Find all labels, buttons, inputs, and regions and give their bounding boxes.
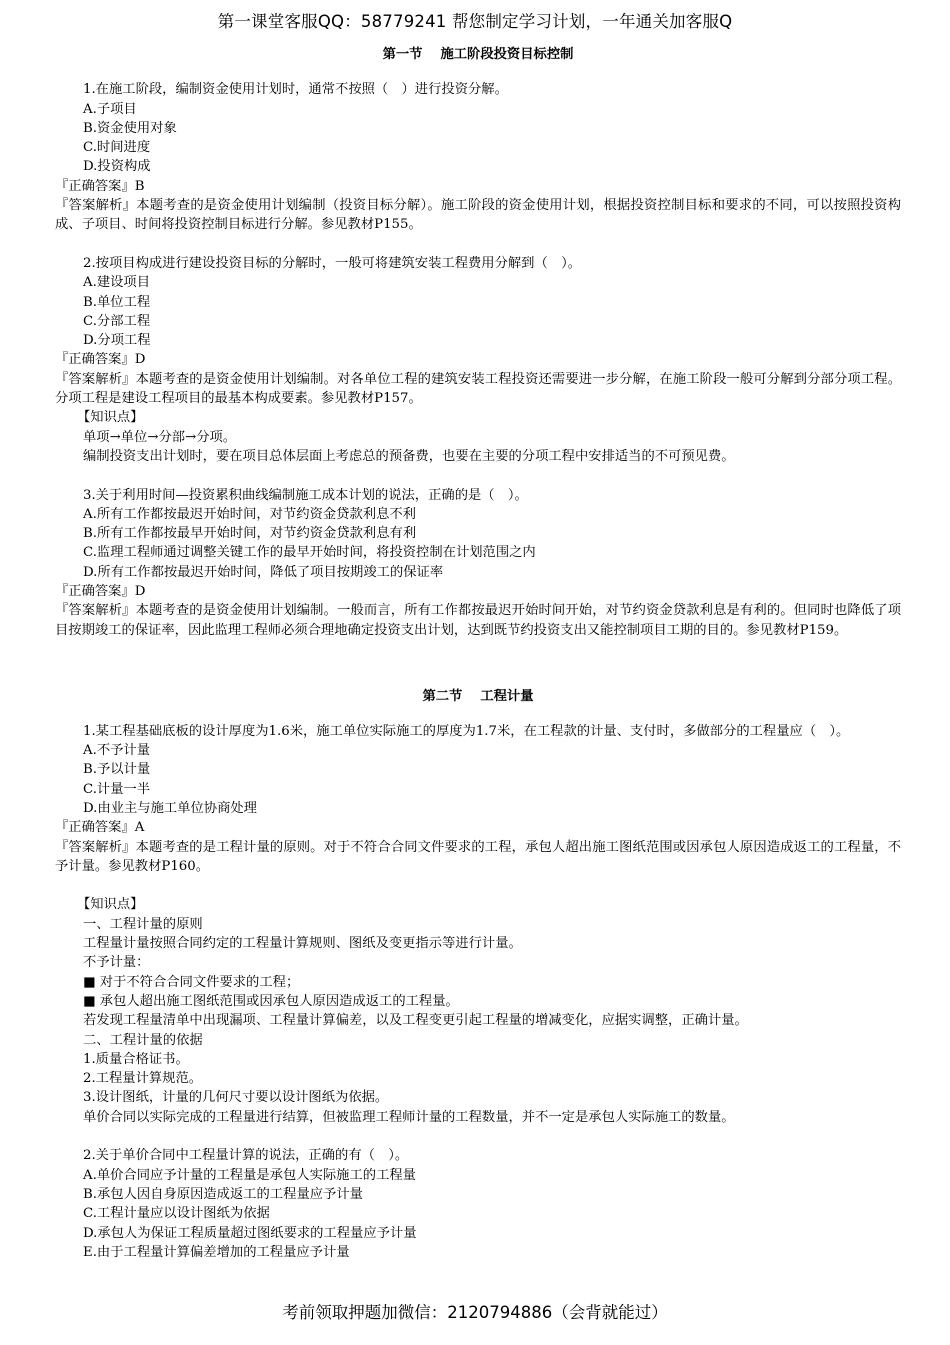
section-name: 工程计量	[480, 688, 534, 704]
knowledge-line: 2.工程量计算规范。	[83, 1071, 203, 1087]
correct-answer: 『正确答案』D	[55, 584, 146, 600]
option-b: B.资金使用对象	[83, 120, 177, 136]
option-a: A.子项目	[83, 101, 137, 117]
knowledge-line: 1.质量合格证书。	[83, 1051, 189, 1067]
question-stem: 1.在施工阶段，编制资金使用计划时，通常不按照（ ）进行投资分解。	[83, 82, 508, 98]
answer-analysis: 『答案解析』本题考查的是资金使用计划编制。对各单位工程的建筑安装工程投资还需要进一步分解，在施工阶段一般可分解到分部分项工程。分项工程是建设工程项目的最基本构成要素。参见教材P157。	[55, 371, 901, 407]
knowledge-line: 单项→单位→分部→分项。	[83, 429, 237, 445]
question-stem: 1.某工程基础底板的设计厚度为1.6米，施工单位实际施工的厚度为1.7米，在工程款的计量、支付时，多做部分的工程量应（ ）。	[83, 723, 850, 739]
answer-analysis: 『答案解析』本题考查的是资金使用计划编制（投资目标分解）。施工阶段的资金使用计划，根据投资控制目标和要求的不同，可以按照投资构成、子项目、时间将投资控制目标进行分解。参见教材P155。	[55, 198, 901, 233]
answer-analysis: 『答案解析』本题考查的是资金使用计划编制。一般而言，所有工作都按最迟开始时间开始，对节约资金贷款利息是有利的。但同时也降低了项目按期竣工的保证率，因此监理工程师必须合理地确定投资支出计划，达到既节约投资支出又能控制项目工期的目的。参见教材P159。	[55, 603, 901, 638]
option-b: B.单位工程	[83, 294, 151, 310]
correct-answer: 『正确答案』A	[55, 820, 145, 836]
option-c: C.监理工程师通过调整关键工作的最早开始时间，将投资控制在计划范围之内	[83, 545, 536, 561]
correct-answer: 『正确答案』B	[55, 178, 145, 194]
header-banner: 第一课堂客服QQ：58779241 帮您制定学习计划，一年通关加客服Q	[217, 12, 733, 31]
option-c: C.时间进度	[83, 140, 151, 156]
option-d: D.分项工程	[83, 333, 151, 349]
answer-analysis: 『答案解析』本题考查的是工程计量的原则。对于不符合合同文件要求的工程，承包人超出施工图纸范围或因承包人原因造成返工的工程量，不予计量。参见教材P160。	[55, 839, 901, 874]
knowledge-title: 【知识点】	[77, 410, 144, 426]
knowledge-line: 单价合同以实际完成的工程量进行结算，但被监理工程师计量的工程数量，并不一定是承包人实际施工的数量。	[83, 1109, 735, 1125]
question-stem: 2.关于单价合同中工程量计算的说法，正确的有（ ）。	[83, 1148, 409, 1164]
option-a: A.所有工作都按最迟开始时间，对节约资金贷款利息不利	[83, 506, 416, 522]
option-c: C.工程计量应以设计图纸为依据	[83, 1206, 270, 1222]
option-b: B.所有工作都按最早开始时间，对节约资金贷款利息有利	[83, 526, 417, 542]
knowledge-line: 二、工程计量的依据	[83, 1032, 203, 1048]
knowledge-title: 【知识点】	[77, 897, 144, 913]
section-name: 施工阶段投资目标控制	[440, 47, 574, 62]
knowledge-line: 编制投资支出计划时，要在项目总体层面上考虑总的预备费，也要在主要的分项工程中安排适当的不可预见费。	[83, 448, 735, 464]
section-title	[55, 45, 901, 64]
option-d: D.所有工作都按最迟开始时间，降低了项目按期竣工的保证率	[83, 564, 444, 580]
option-d: D.投资构成	[83, 159, 151, 175]
section-number: 第二节	[422, 688, 463, 704]
knowledge-line: ■ 对于不符合合同文件要求的工程；	[83, 974, 300, 990]
option-c: C.计量一半	[83, 781, 151, 797]
option-c: C.分部工程	[83, 313, 151, 329]
knowledge-line: 工程量计量按照合同约定的工程量计算规则、图纸及变更指示等进行计量。	[83, 936, 522, 952]
option-b: B.予以计量	[83, 762, 151, 778]
option-b: B.承包人因自身原因造成返工的工程量应予计量	[83, 1186, 363, 1202]
knowledge-line: 若发现工程量清单中出现漏项、工程量计算偏差，以及工程变更引起工程量的增减变化，应据实调整，正确计量。	[83, 1013, 748, 1029]
knowledge-line: ■ 承包人超出施工图纸范围或因承包人原因造成返工的工程量。	[83, 993, 459, 1009]
option-e: E.由于工程量计算偏差增加的工程量应予计量	[83, 1244, 350, 1260]
knowledge-line: 一、工程计量的原则	[83, 916, 203, 932]
question-stem: 2.按项目构成进行建设投资目标的分解时，一般可将建筑安装工程费用分解到（ ）。	[83, 255, 582, 271]
document-body	[55, 37, 901, 1262]
question-stem: 3.关于利用时间—投资累积曲线编制施工成本计划的说法，正确的是（ ）。	[83, 487, 528, 503]
section-number: 第一节	[382, 47, 423, 62]
option-a: A.建设项目	[83, 275, 151, 291]
option-a: A.单价合同应予计量的工程量是承包人实际施工的工程量	[83, 1167, 416, 1183]
option-d: D.由业主与施工单位协商处理	[83, 800, 257, 816]
footer-banner: 考前领取押题加微信：2120794886（会背就能过）	[282, 1303, 668, 1322]
option-a: A.不予计量	[83, 743, 151, 759]
section-title	[55, 687, 901, 706]
knowledge-line: 不予计量：	[83, 955, 150, 971]
knowledge-line: 3.设计图纸，计量的几何尺寸要以设计图纸为依据。	[83, 1090, 389, 1106]
correct-answer: 『正确答案』D	[55, 352, 146, 368]
option-d: D.承包人为保证工程质量超过图纸要求的工程量应予计量	[83, 1225, 417, 1241]
